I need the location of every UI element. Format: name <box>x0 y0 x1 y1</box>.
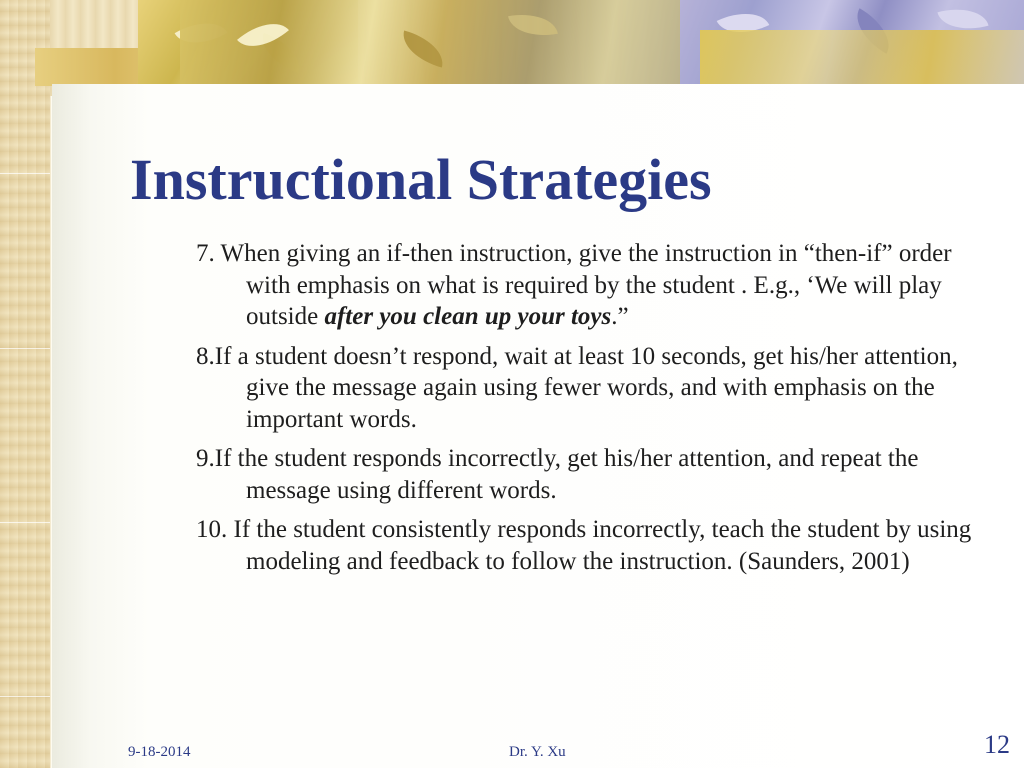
list-item-text: .” <box>611 303 629 330</box>
list-item-text: 10. If the student consistently responds incorrectly, teach the student by using modeling and feedback to follow the instruction. (Saunders, 2001) <box>196 516 972 575</box>
list-item-text: 8.If a student doesn’t respond, wait at least 10 seconds, get his/her attention, give the message again using fewer words, and with emphasis on the important words. <box>196 342 958 433</box>
list-item-text: 7. When giving an if-then instruction, give the instruction in “then-if” order with emphasis on what is required by the student . E.g., ‘We will play outside <box>196 240 952 330</box>
strip-divider <box>0 173 50 174</box>
collage-leaf-gold <box>180 0 680 84</box>
list-item <box>196 238 986 333</box>
list-item <box>196 514 986 577</box>
bullet-list <box>196 238 986 585</box>
leaf-icon <box>397 30 448 67</box>
emphasis-text: after you clean up your toys <box>324 303 612 330</box>
footer-date: 9-18-2014 <box>128 744 191 760</box>
slide-title: Instructional Strategies <box>130 147 712 212</box>
footer-author: Dr. Y. Xu <box>509 744 566 760</box>
list-item-text: 9.If the student responds incorrectly, get his/her attention, and repeat the message using different words. <box>196 445 919 504</box>
strip-divider <box>0 348 50 349</box>
leaf-icon <box>237 10 289 59</box>
leaf-icon <box>508 8 558 42</box>
list-item <box>196 341 986 436</box>
list-item <box>196 443 986 506</box>
strip-divider <box>0 522 50 523</box>
strip-divider <box>0 696 50 697</box>
page-number: 12 <box>984 730 1010 759</box>
left-parchment-strip <box>0 0 51 768</box>
